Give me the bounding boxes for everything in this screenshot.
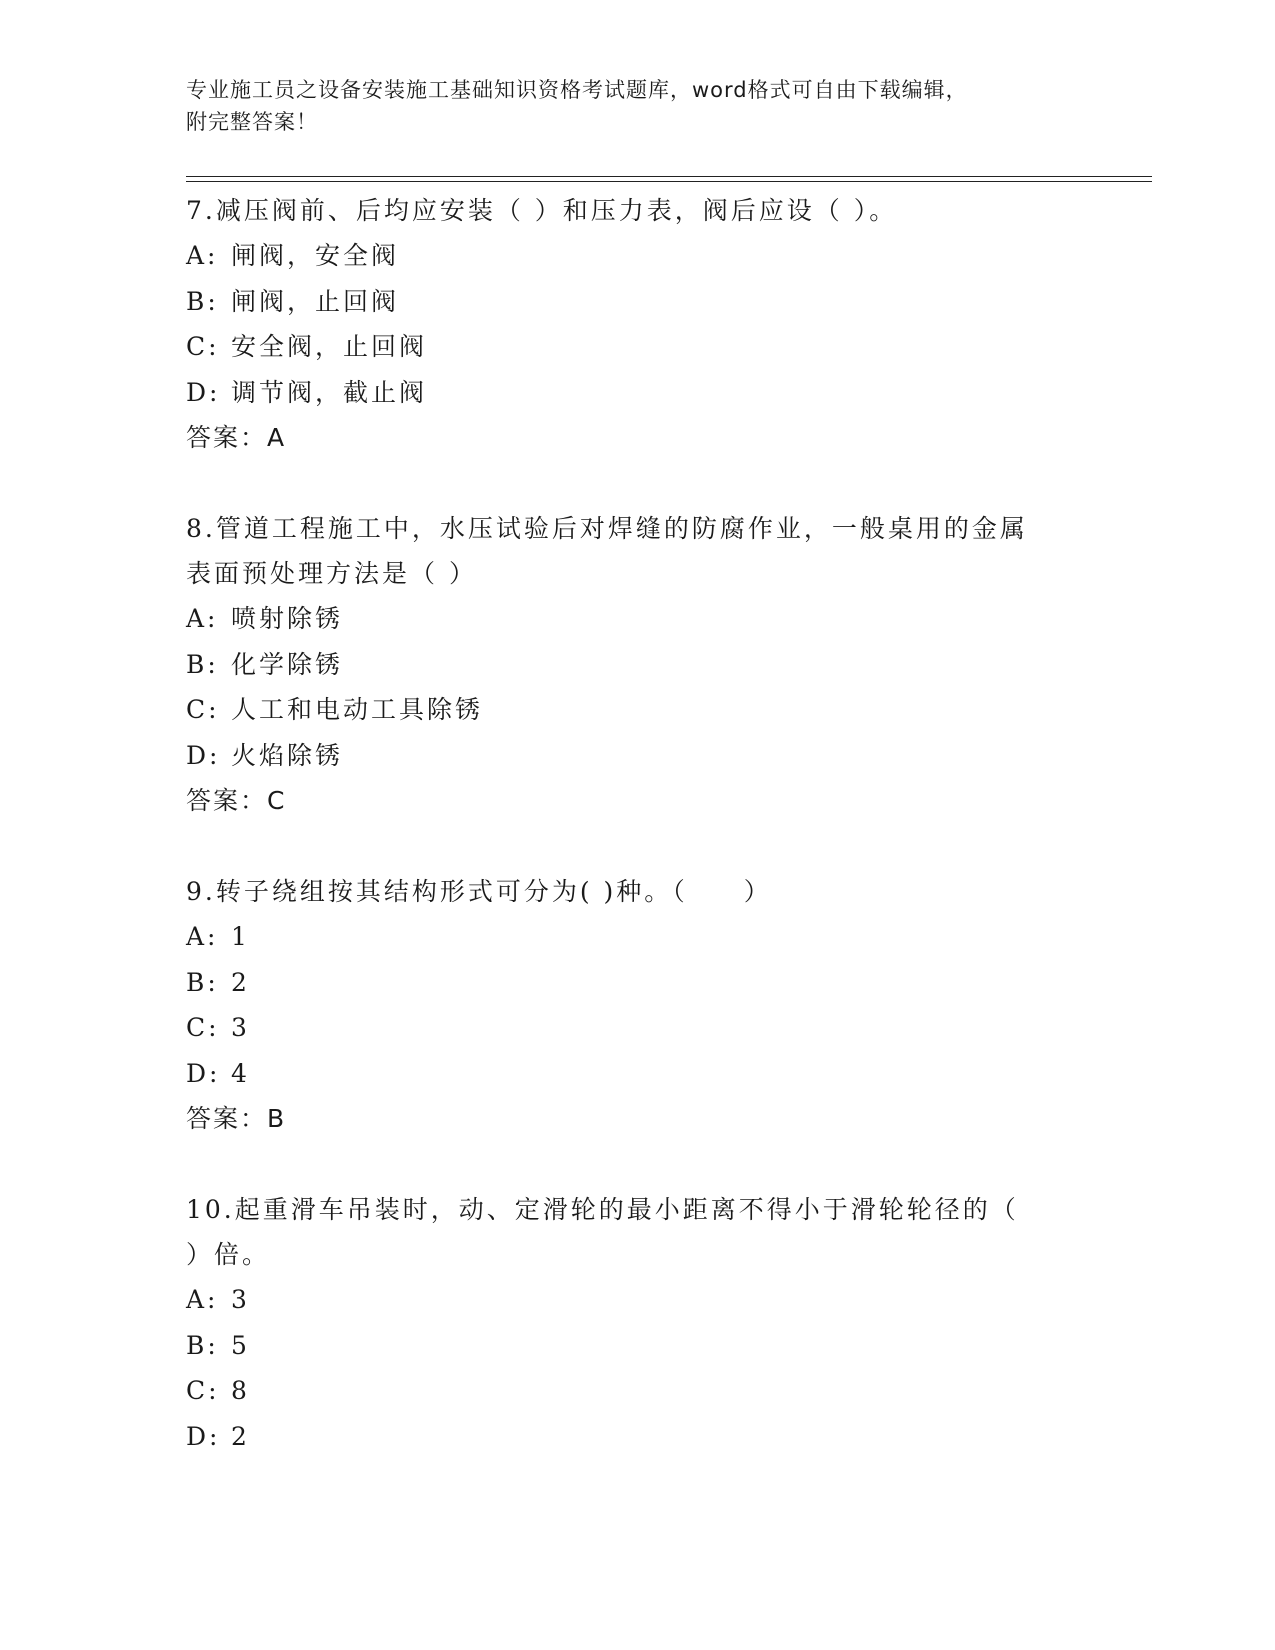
option-d <box>186 733 1086 779</box>
option-letter: A: <box>186 241 219 270</box>
answer-line: 答案：C <box>186 786 287 815</box>
option-letter: B: <box>186 967 219 997</box>
option-letter: C: <box>186 695 220 724</box>
question-stem-line: 表面预处理方法是（ ） <box>186 559 477 588</box>
option-text: 3 <box>231 1285 250 1314</box>
option-letter: B: <box>186 1330 219 1360</box>
option-text: 人工和电动工具除锈 <box>231 695 484 724</box>
option-c <box>186 687 1086 733</box>
question-9 <box>186 869 1086 1142</box>
option-b <box>186 642 1086 688</box>
option-text: 喷射除锈 <box>231 604 344 633</box>
option-c <box>186 1368 1086 1414</box>
option-b <box>186 279 1086 325</box>
option-text: 火焰除锈 <box>231 740 344 770</box>
option-letter: A: <box>186 922 219 951</box>
option-text: 闸阀，止回阀 <box>231 286 400 316</box>
option-a <box>186 233 1086 279</box>
option-d <box>186 1414 1086 1460</box>
option-a <box>186 914 1086 960</box>
option-letter: D: <box>186 1421 221 1451</box>
option-letter: C: <box>186 1376 220 1405</box>
question-stem-line: 10.起重滑车吊装时，动、定滑轮的最小距离不得小于滑轮轮径的（ <box>186 1195 1019 1224</box>
answer-line: 答案：A <box>186 423 287 452</box>
option-letter: A: <box>186 604 219 633</box>
option-a <box>186 596 1086 642</box>
question-stem-line: 9.转子绕组按其结构形式可分为( )种。（ ） <box>186 877 772 906</box>
option-text: 1 <box>231 922 250 951</box>
question-stem-line: ）倍。 <box>186 1240 271 1269</box>
option-text: 化学除锈 <box>231 649 344 679</box>
header-line-1: 专业施工员之设备安装施工基础知识资格考试题库，word格式可自由下载编辑， <box>186 78 968 102</box>
option-letter: B: <box>186 649 219 679</box>
option-c <box>186 1005 1086 1051</box>
option-letter: D: <box>186 377 221 407</box>
option-text: 3 <box>231 1013 250 1042</box>
option-letter: D: <box>186 740 221 770</box>
option-text: 8 <box>231 1376 250 1405</box>
question-list <box>186 188 1086 1504</box>
option-d <box>186 370 1086 416</box>
question-stem-line: 8.管道工程施工中，水压试验后对焊缝的防腐作业，一般桌用的金属 <box>186 514 1028 543</box>
option-a <box>186 1277 1086 1323</box>
document-header <box>186 74 1066 138</box>
question-7 <box>186 188 1086 461</box>
option-d <box>186 1051 1086 1097</box>
option-b <box>186 960 1086 1006</box>
option-text: 闸阀，安全阀 <box>231 241 400 270</box>
question-10 <box>186 1187 1086 1459</box>
header-divider-top <box>186 176 1152 177</box>
option-text: 4 <box>231 1058 250 1088</box>
option-letter: C: <box>186 332 220 361</box>
option-letter: C: <box>186 1013 220 1042</box>
question-8 <box>186 506 1086 824</box>
answer-line: 答案：B <box>186 1104 287 1133</box>
option-text: 2 <box>231 967 250 997</box>
option-c <box>186 324 1086 370</box>
header-divider-bottom <box>186 181 1152 182</box>
question-stem-line: 7.减压阀前、后均应安装（ ）和压力表，阀后应设（ ）。 <box>186 196 898 225</box>
option-letter: B: <box>186 286 219 316</box>
option-text: 2 <box>231 1421 250 1451</box>
option-letter: D: <box>186 1058 221 1088</box>
header-line-2: 附完整答案！ <box>186 110 318 134</box>
option-text: 安全阀，止回阀 <box>231 332 428 361</box>
option-text: 5 <box>231 1330 250 1360</box>
option-letter: A: <box>186 1285 219 1314</box>
option-b <box>186 1323 1086 1369</box>
option-text: 调节阀，截止阀 <box>231 377 428 407</box>
